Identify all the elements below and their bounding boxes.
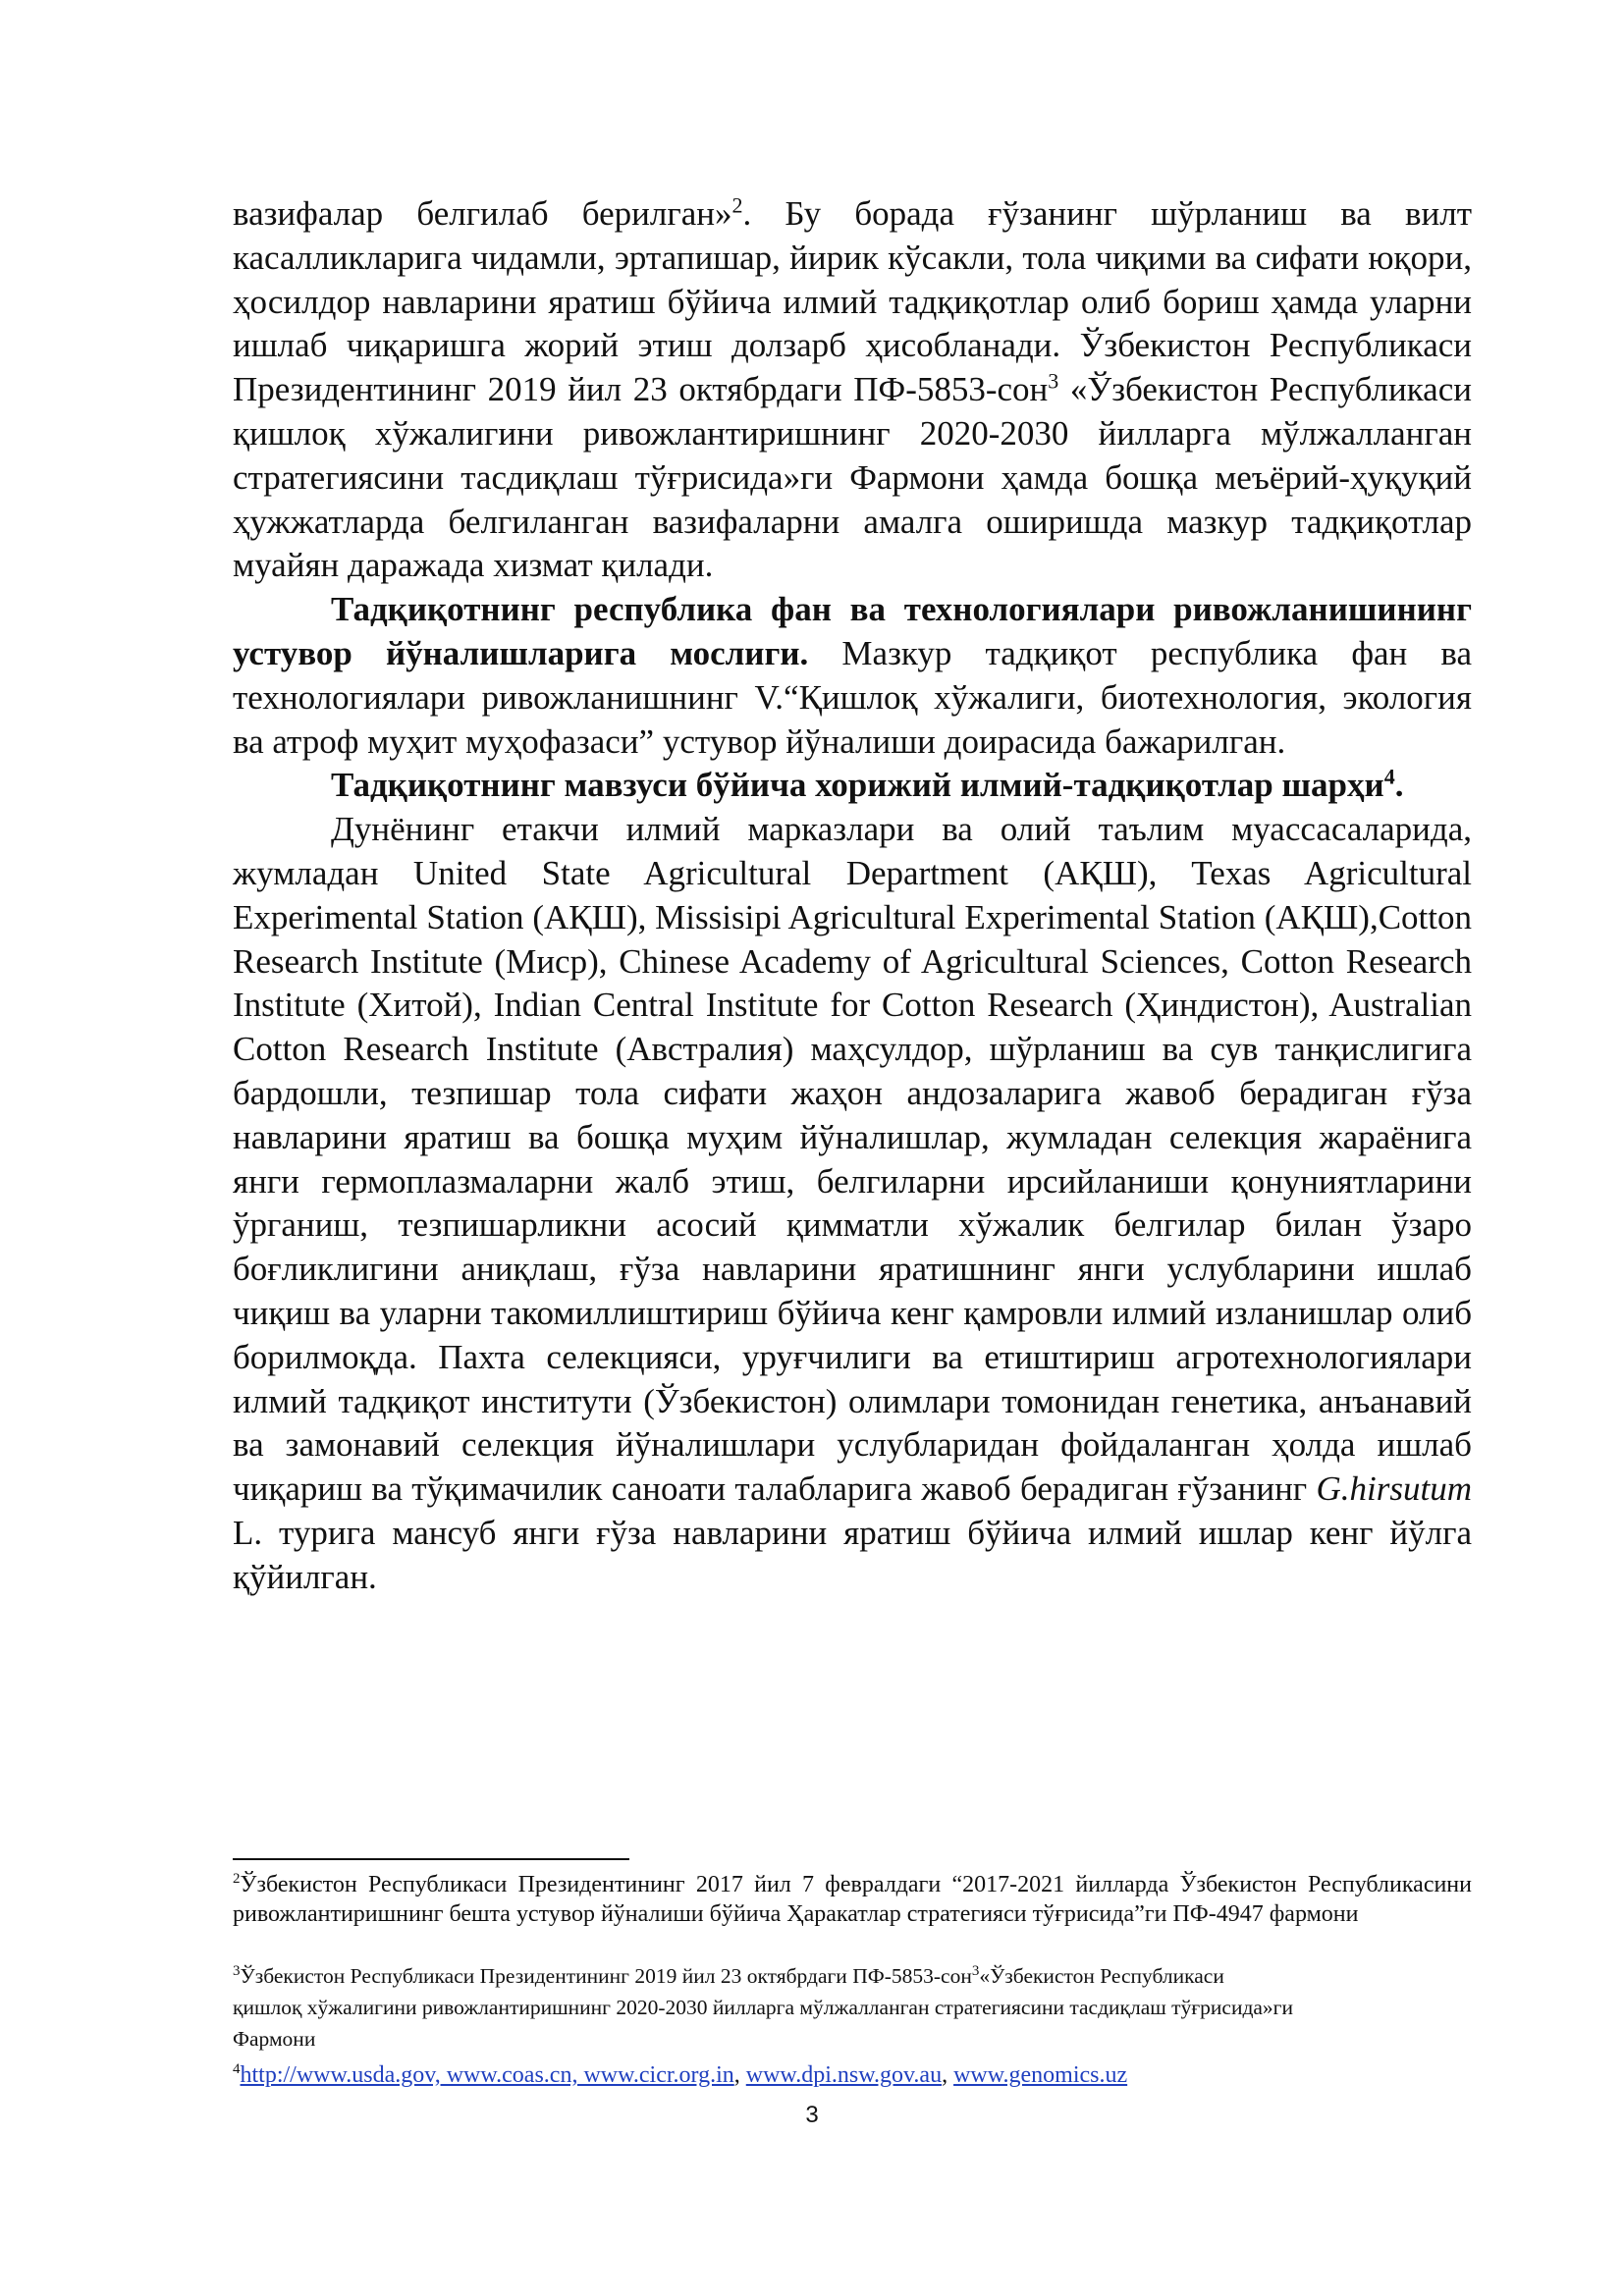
footnote-2-text: Ўзбекистон Республикаси Президентининг 2017 йил 7 февралдаги “2017-2021 йилларда Ўзбекистон Республикасини ривожлантиришнинг бешта устувор йўналиши бўйича Ҳаракатлар стратегияси тўғрисида”ги ПФ-4947 фармони <box>233 1872 1472 1927</box>
species-name: G.hirsutum <box>1316 1469 1472 1509</box>
footnote-3-line-3: Фармони <box>233 2027 316 2051</box>
link-separator-2: , <box>942 2062 954 2088</box>
page-number: 3 <box>805 2102 819 2128</box>
link-dpi-nsw[interactable]: www.dpi.nsw.gov.au <box>745 2062 943 2088</box>
section-heading-review-text: Тадқиқотнинг мавзуси бўйича хорижий илмий-тадқиқотлар шарҳи <box>331 766 1384 805</box>
paragraph-4 <box>233 808 1472 1599</box>
link-separator-1: , <box>733 2062 746 2088</box>
paragraph-2-text: Мазкур тадқиқот республика фан ва технологиялари ривожланишнинг V.“Қишлоқ хўжалиги, биотехнология, экология ва атроф муҳит муҳофазаси” устувор йўналиши доирасида бажарилган. <box>233 633 1472 761</box>
footnote-ref-2[interactable]: 2 <box>731 192 743 218</box>
footnote-2 <box>233 1870 1472 1929</box>
footnote-3-marker: 3 <box>233 1962 241 1979</box>
paragraph-1-text-c: «Ўзбекистон Республикаси қишлоқ хўжалигини ривожлантиришнинг 2020-2030 йилларга мўлжалланган стратегиясини тасдиқлаш тўғрисида»ги Фармони ҳамда бошқа меъёрий-ҳуқуқий ҳужжатларда белгиланган вазифаларни амалга оширишда мазкур тадқиқотлар муайян даражада хизмат қилади. <box>233 370 1472 585</box>
section-heading-review-tail: . <box>1394 766 1404 805</box>
footnote-3-line-1-b: «Ўзбекистон Республикаси <box>979 1964 1224 1988</box>
footnote-separator <box>233 1858 629 1860</box>
paragraph-2 <box>233 588 1472 764</box>
paragraph-1 <box>233 192 1472 588</box>
footnote-ref-3[interactable]: 3 <box>1048 368 1059 394</box>
footnote-3-line-2: қишлоқ хўжалигини ривожлантиришнинг 2020-2030 йилларга мўлжалланган стратегиясини тасдиқлаш тўғрисида»ги <box>233 1996 1294 2019</box>
footnote-3-inner-sup: 3 <box>971 1962 980 1979</box>
paragraph-4-text-b: L. турига мансуб янги ғўза навларини яратиш бўйича илмий ишлар кенг йўлга қўйилган. <box>233 1513 1472 1596</box>
paragraph-1-text-b: . Бу борада ғўзанинг шўрланиш ва вилт касалликларига чидамли, эртапишар, йирик кўсакли, тола чиқими ва сифати юқори, ҳосилдор навларини яратиш бўйича илмий тадқиқотлар олиб бориш ҳамда уларни ишлаб чиқаришга жорий этиш долзарб ҳисобланади. Ўзбекистон Республикаси Президентининг 2019 йил 23 октябрдаги ПФ-5853-сон <box>233 194 1472 409</box>
section-heading-review <box>233 764 1472 808</box>
main-text <box>233 192 1472 1600</box>
footnote-3 <box>233 1960 1472 2055</box>
footnote-3-line-1 <box>233 1960 1472 1992</box>
link-usda-coas-cicr[interactable]: http://www.usda.gov, www.coas.cn, www.cicr.org.in <box>240 2062 734 2088</box>
paragraph-1-text-a: вазифалар белгилаб берилган» <box>233 194 732 233</box>
footnote-3-line-1-a: Ўзбекистон Республикаси Президентининг 2019 йил 23 октябрдаги ПФ-5853-сон <box>240 1964 972 1988</box>
link-genomics[interactable]: www.genomics.uz <box>953 2062 1128 2088</box>
section-heading-priority: Тадқиқотнинг республика фан ва технологиялари ривожланишининг устувор йўналишларига мослиги. <box>233 590 1472 672</box>
footnote-4-marker: 4 <box>233 2061 241 2077</box>
footnote-2-marker: 2 <box>233 1871 241 1887</box>
paragraph-4-text-a: Дунёнинг етакчи илмий марказлари ва олий таълим муассасаларида, жумладан United State Agricultural Department (АҚШ), Texas Agricultural Experimental Station (АҚШ), Missisipi Agricultural Experimental Station (АҚШ),Cotton Research Institute (Миср), Chinese Academy of Agricultural Sciences, Cotton Research Institute (Хитой), Indian Central Institute for Cotton Research (Ҳиндистон), Australian Cotton Research Institute (Австралия) маҳсулдор, шўрланиш ва сув танқислигига бардошли, тезпишар тола сифати жаҳон андозаларига жавоб берадиган ғўза навларини яратиш ва бошқа муҳим йўналишлар, жумладан селекция жараёнига янги гермоплазмаларни жалб этиш, белгиларни ирсийланиши қонуниятларини ўрганиш, тезпишарликни асосий қимматли хўжалик белгилар билан ўзаро боғликлигини аниқлаш, ғўза навларини яратишнинг янги услубларини ишлаб чиқиш ва уларни такомиллиштириш бўйича кенг қамровли илмий изланишлар олиб борилмоқда. Пахта селекцияси, уруғчилиги ва етиштириш агротехнологиялари илмий тадқиқот институти (Ўзбекистон) олимлари томонидан генетика, анъанавий ва замонавий селекция йўналишлари услубларидан фойдаланган ҳолда ишлаб чиқариш ва тўқимачилик саноати талабларига жавоб берадиган ғўзанинг <box>233 810 1472 1509</box>
footnote-4 <box>233 2060 1472 2090</box>
footnote-ref-4[interactable]: 4 <box>1383 764 1395 789</box>
